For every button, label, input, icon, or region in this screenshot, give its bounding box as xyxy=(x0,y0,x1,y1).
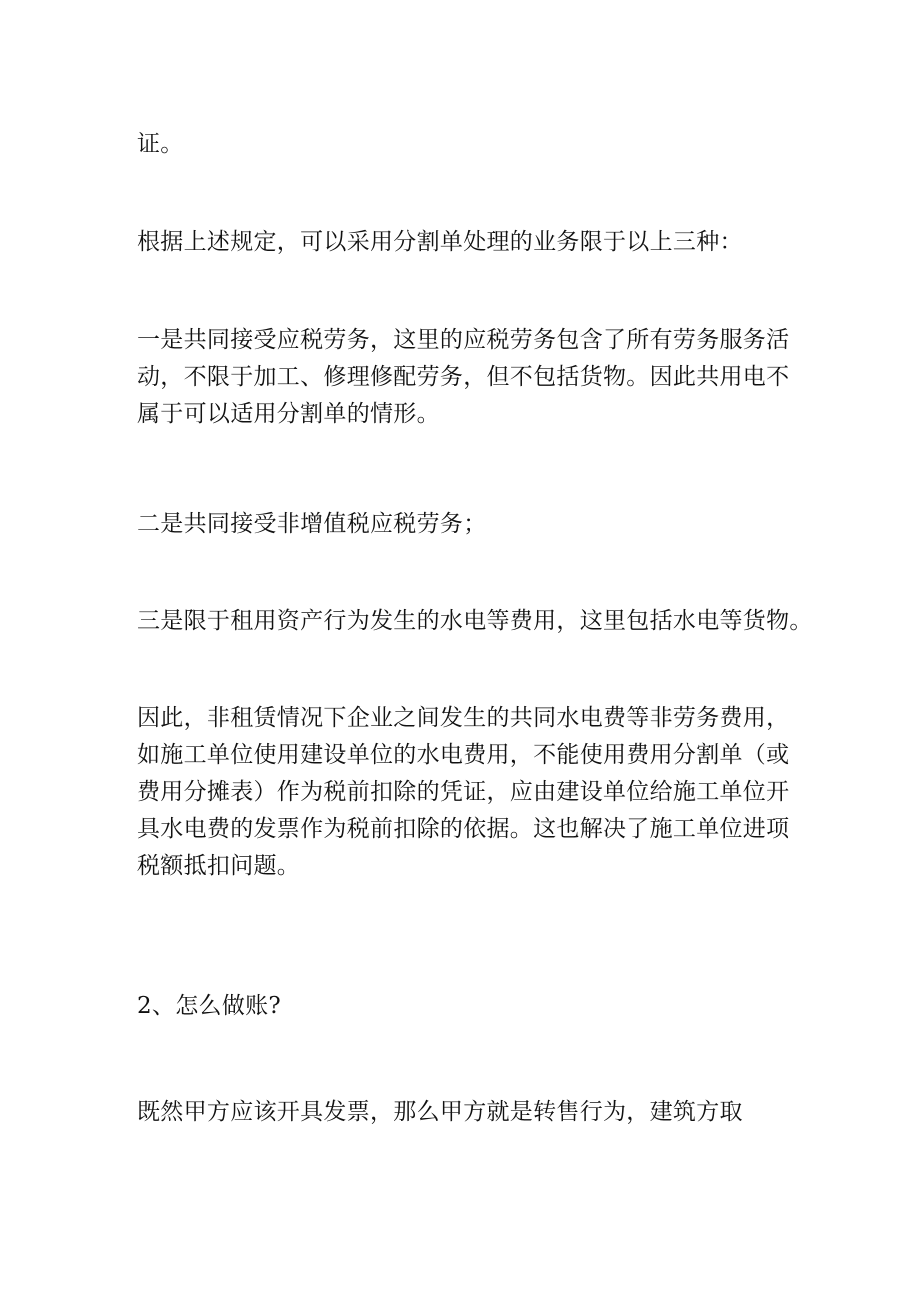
text-line: 如施工单位使用建设单位的水电费用，不能使用费用分割单（或 xyxy=(137,742,790,768)
paragraph-conclusion xyxy=(137,700,817,885)
text-line: 二是共同接受非增值税应税劳务； xyxy=(137,511,487,537)
text-line: 一是共同接受应税劳务，这里的应税劳务包含了所有劳务服务活 xyxy=(137,327,790,353)
paragraph-continuation xyxy=(137,126,817,163)
paragraph-accounting xyxy=(137,1094,817,1131)
paragraph-item-three xyxy=(137,603,817,640)
text-line: 动，不限于加工、修理修配劳务，但不包括货物。因此共用电不 xyxy=(137,364,790,390)
text-line: 因此，非租赁情况下企业之间发生的共同水电费等非劳务费用， xyxy=(137,705,790,731)
text-line: 根据上述规定，可以采用分割单处理的业务限于以上三种： xyxy=(137,229,743,255)
text-line: 费用分摊表）作为税前扣除的凭证，应由建设单位给施工单位开 xyxy=(137,779,790,805)
text-line: 税额抵扣问题。 xyxy=(137,853,301,879)
text-line: 证。 xyxy=(137,131,184,157)
paragraph-intro xyxy=(137,224,817,261)
text-line: 三是限于租用资产行为发生的水电等费用，这里包括水电等货物。 xyxy=(137,608,813,634)
text-line: 既然甲方应该开具发票，那么甲方就是转售行为，建筑方取 xyxy=(137,1099,743,1125)
text-line: 具水电费的发票作为税前扣除的依据。这也解决了施工单位进项 xyxy=(137,816,790,842)
section-heading xyxy=(137,988,817,1025)
heading-text: 2、怎么做账? xyxy=(137,993,282,1019)
paragraph-item-one xyxy=(137,322,817,433)
paragraph-item-two xyxy=(137,506,817,543)
text-line: 属于可以适用分割单的情形。 xyxy=(137,401,440,427)
